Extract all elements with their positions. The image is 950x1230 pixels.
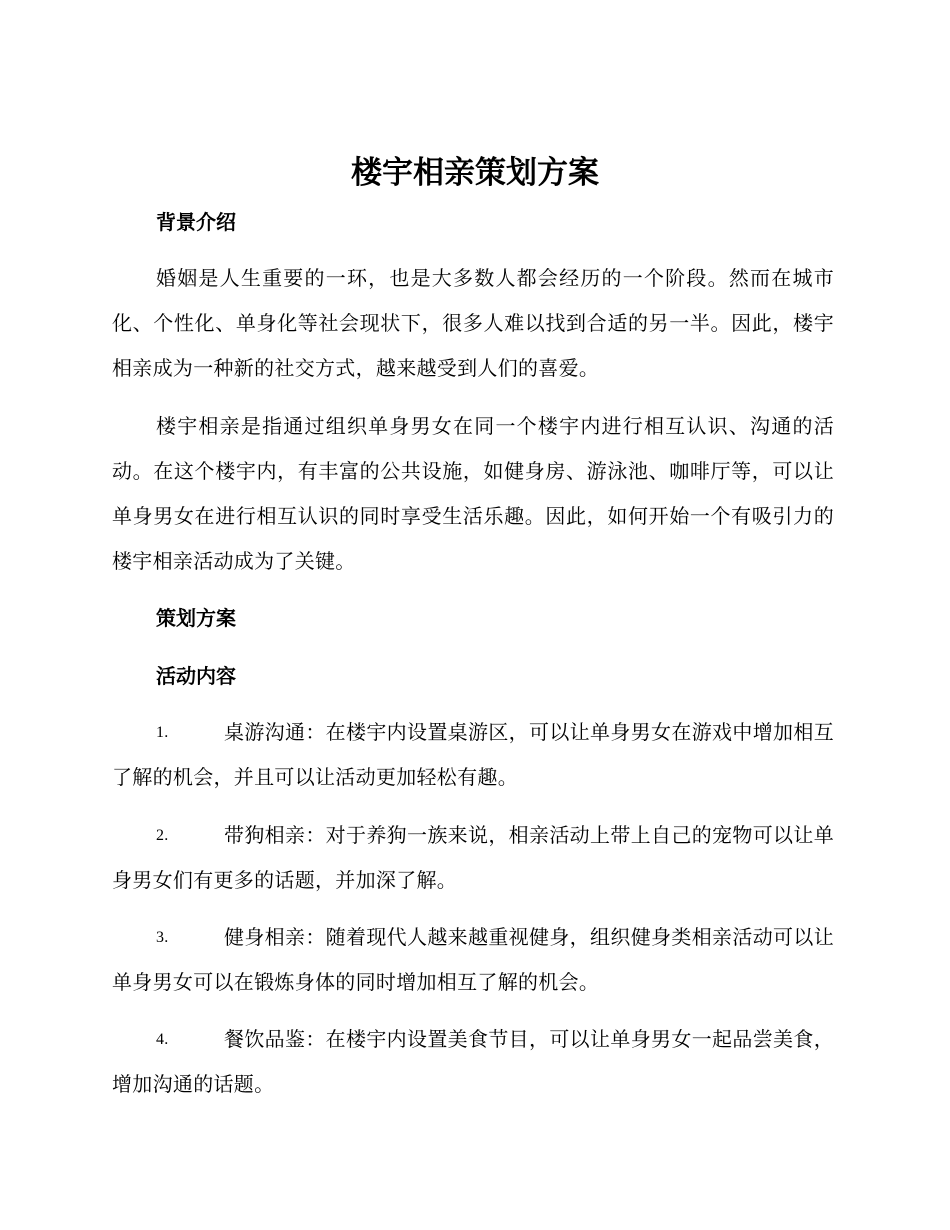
list-item-number: 2. (156, 827, 169, 844)
list-item-text: 带狗相亲：对于养狗一族来说，相亲活动上带上自己的宠物可以让单身男女们有更多的话题，并加深了解。 (112, 823, 834, 892)
section-heading-plan: 策划方案 (156, 606, 236, 630)
list-item-text: 餐饮品鉴：在楼宇内设置美食节目，可以让单身男女一起品尝美食，增加沟通的话题。 (112, 1027, 834, 1096)
list-item-number: 4. (156, 1031, 169, 1048)
list-item (112, 1017, 834, 1107)
page-title: 楼宇相亲策划方案 (351, 155, 599, 191)
list-item-number: 3. (156, 929, 169, 946)
list-item (112, 710, 834, 800)
list-item-text: 桌游沟通：在楼宇内设置桌游区，可以让单身男女在游戏中增加相互了解的机会，并且可以让活动更加轻松有趣。 (112, 720, 834, 789)
list-item (112, 813, 834, 903)
paragraph-background-2: 楼宇相亲是指通过组织单身男女在同一个楼宇内进行相互认识、沟通的活动。在这个楼宇内，有丰富的公共设施，如健身房、游泳池、咖啡厅等，可以让单身男女在进行相互认识的同时享受生活乐趣。因此，如何开始一个有吸引力的楼宇相亲活动成为了关键。 (112, 414, 834, 573)
list-item-number: 1. (156, 724, 169, 741)
section-heading-background: 背景介绍 (156, 210, 236, 234)
list-item-text: 健身相亲：随着现代人越来越重视健身，组织健身类相亲活动可以让单身男女可以在锻炼身体的同时增加相互了解的机会。 (112, 925, 834, 994)
list-item (112, 915, 834, 1005)
paragraph-background-1: 婚姻是人生重要的一环，也是大多数人都会经历的一个阶段。然而在城市化、个性化、单身化等社会现状下，很多人难以找到合适的另一半。因此，楼宇相亲成为一种新的社交方式，越来越受到人们的喜爱。 (112, 266, 834, 380)
section-heading-activities: 活动内容 (156, 664, 236, 688)
